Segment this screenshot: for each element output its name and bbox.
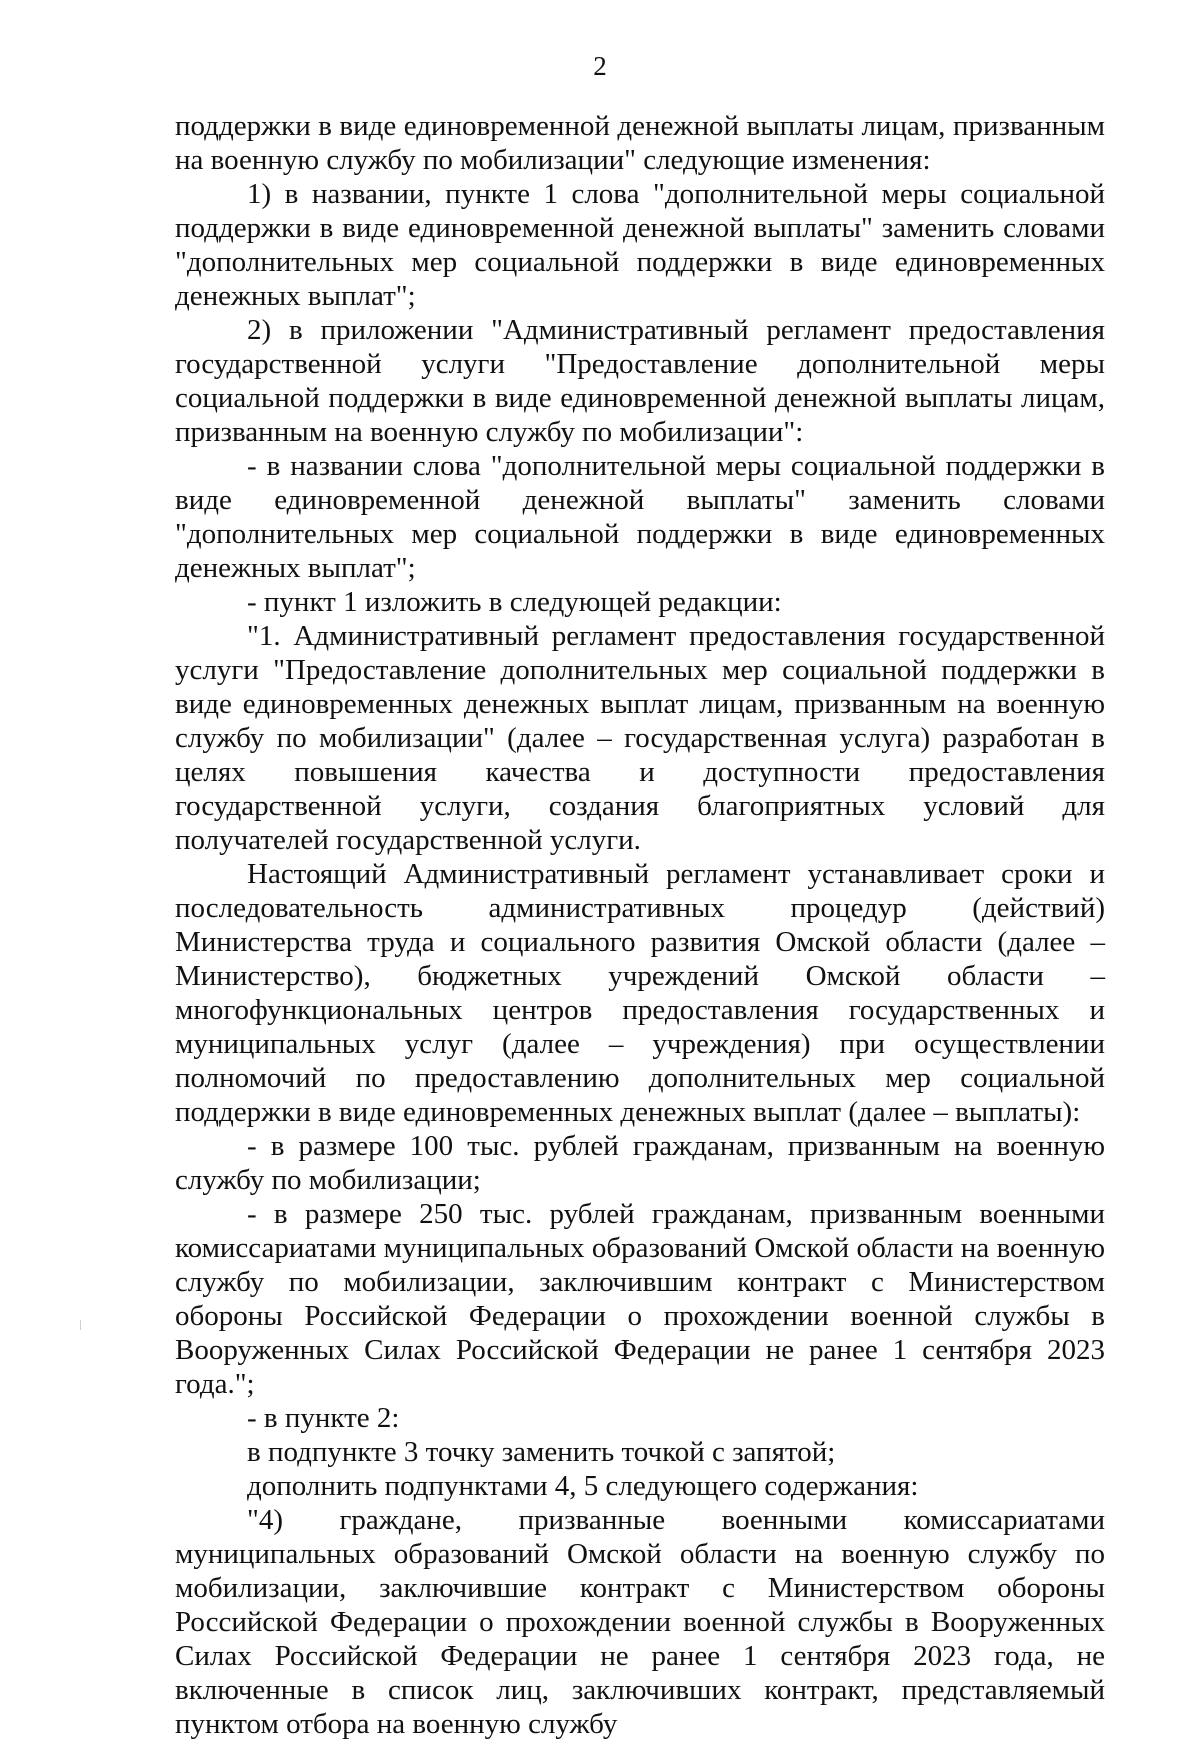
paragraph: в подпункте 3 точку заменить точкой с запятой; [247, 1436, 836, 1468]
paragraph: "1. Административный регламент предоставления государственной услуги "Предоставление дополнительных мер социальной поддержки в виде единовременных денежных выплат лицам, призванным на военную службу по мобилизации" (далее – государственная услуга) разработан в целях повышения качества и доступности предоставления государственной услуги, создания благоприятных условий для получателей государственной услуги. [175, 620, 1105, 856]
page-number: 2 [593, 51, 607, 81]
document-body [175, 109, 1105, 1741]
paragraph: дополнить подпунктами 4, 5 следующего содержания: [247, 1470, 919, 1502]
paragraph: 1) в названии, пункте 1 слова "дополнительной меры социальной поддержки в виде единовременной денежной выплаты" заменить словами "дополнительных мер социальной поддержки в виде единовременных денежных выплат"; [175, 178, 1105, 312]
paragraph: - пункт 1 изложить в следующей редакции: [247, 586, 782, 618]
paragraph: - в пункте 2: [247, 1402, 400, 1434]
scan-margin-mark [80, 1320, 81, 1330]
paragraph: "4) граждане, призванные военными комиссариатами муниципальных образований Омской области на военную службу по мобилизации, заключившие контракт с Министерством обороны Российской Федерации о прохождении военной службы в Вооруженных Силах Российской Федерации не ранее 1 сентября 2023 года, не включенные в список лиц, заключивших контракт, представляемый пунктом отбора на военную службу [175, 1504, 1105, 1740]
paragraph: Настоящий Административный регламент устанавливает сроки и последовательность административных процедур (действий) Министерства труда и социального развития Омской области (далее – Министерство), бюджетных учреждений Омской области – многофункциональных центров предоставления государственных и муниципальных услуг (далее – учреждения) при осуществлении полномочий по предоставлению дополнительных мер социальной поддержки в виде единовременных денежных выплат (далее – выплаты): [175, 858, 1105, 1128]
paragraph: - в размере 100 тыс. рублей гражданам, призванным на военную службу по мобилизации; [175, 1130, 1105, 1196]
paragraph: - в названии слова "дополнительной меры социальной поддержки в виде единовременной денежной выплаты" заменить словами "дополнительных мер социальной поддержки в виде единовременных денежных выплат"; [175, 450, 1105, 584]
paragraph: поддержки в виде единовременной денежной выплаты лицам, призванным на военную службу по мобилизации" следующие изменения: [175, 110, 1105, 176]
paragraph: - в размере 250 тыс. рублей гражданам, призванным военными комиссариатами муниципальных образований Омской области на военную службу по мобилизации, заключившим контракт с Министерством обороны Российской Федерации о прохождении военной службы в Вооруженных Силах Российской Федерации не ранее 1 сентября 2023 года."; [175, 1198, 1105, 1400]
paragraph: 2) в приложении "Административный регламент предоставления государственной услуги "Предоставление дополнительной меры социальной поддержки в виде единовременной денежной выплаты лицам, призванным на военную службу по мобилизации": [175, 314, 1105, 448]
